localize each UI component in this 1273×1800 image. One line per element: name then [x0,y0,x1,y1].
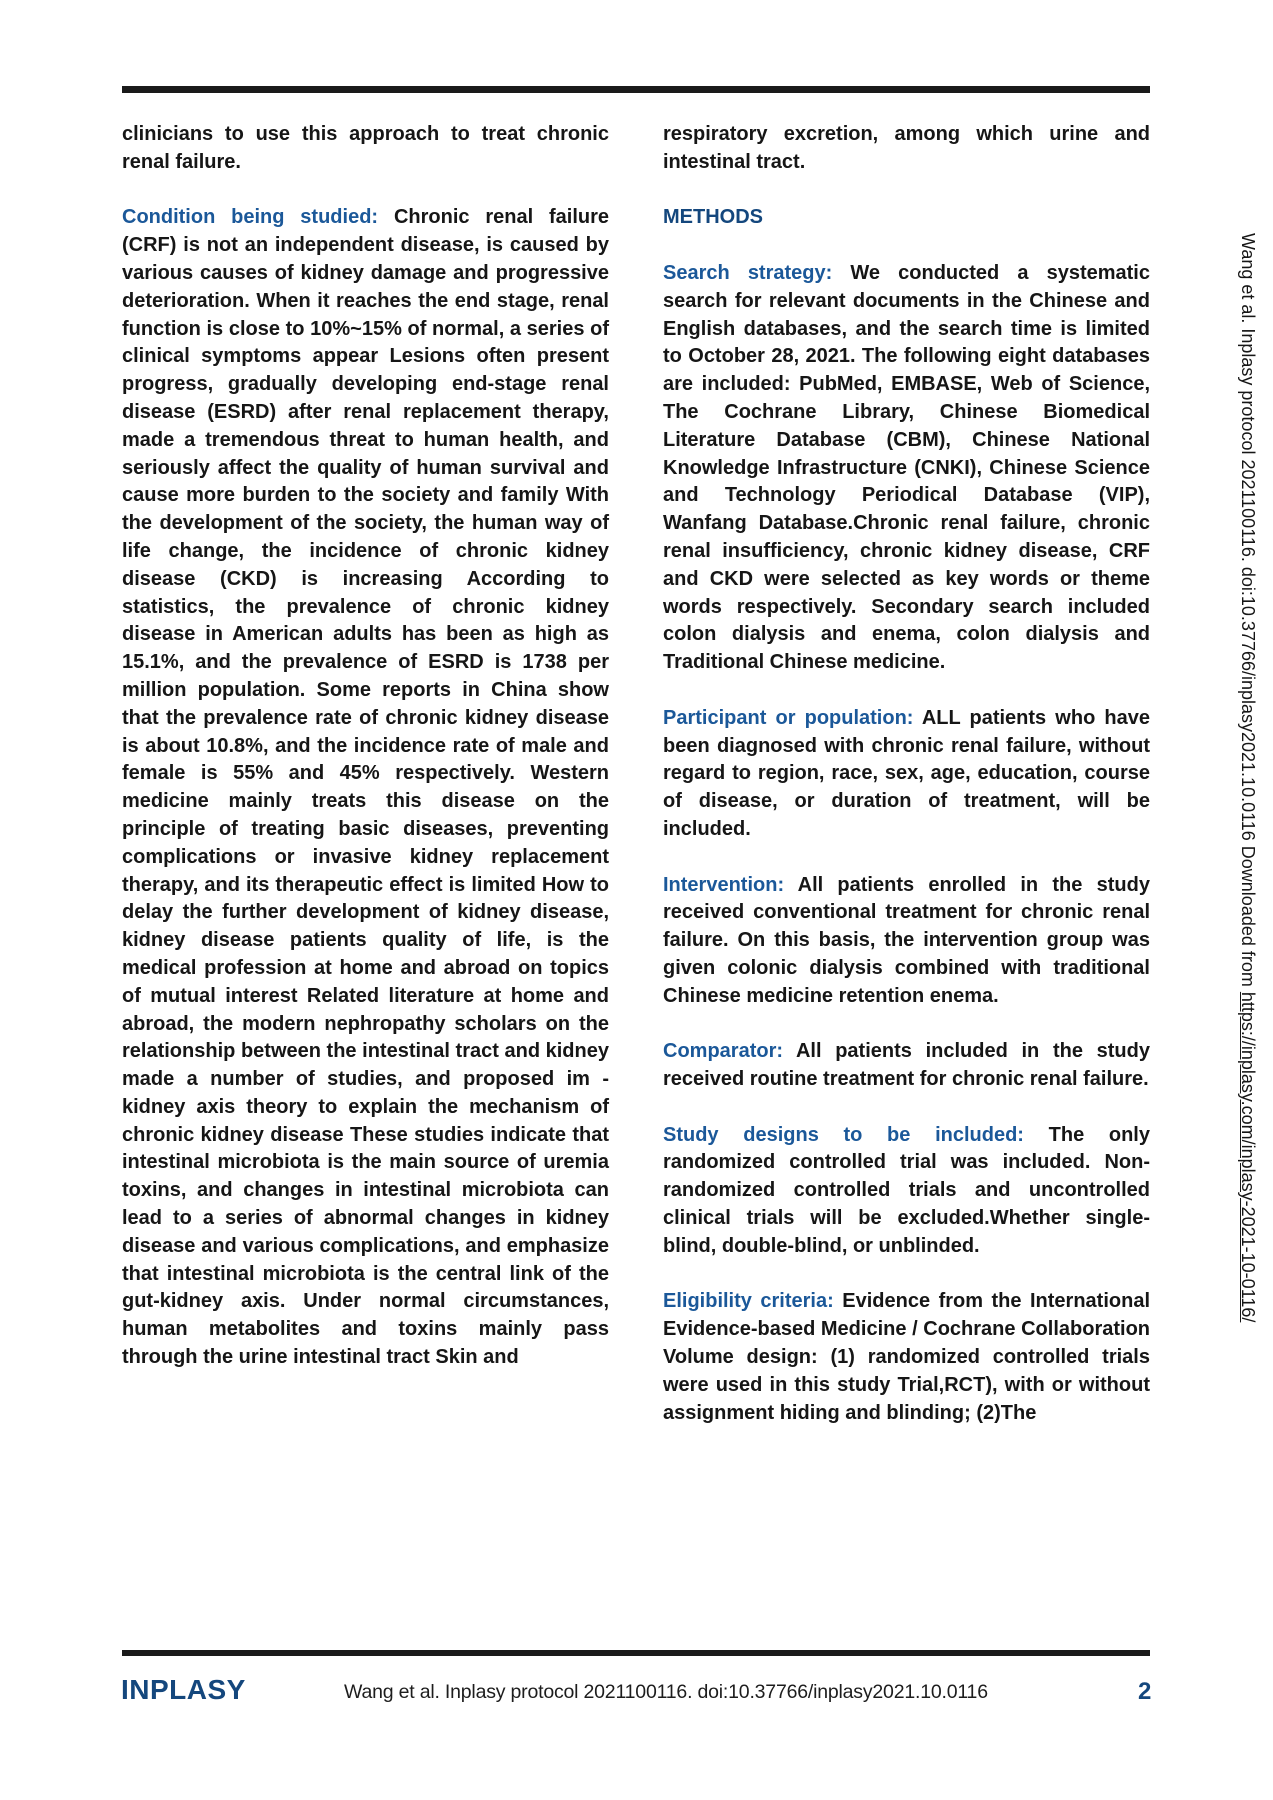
section-text-participant: ALL patients who have been diagnosed with chronic renal failure, without regard to region, race, sex, age, education, course of disease, or duration of treatment, will be included. [663,706,1150,840]
section-label-search-strategy: Search strategy: [663,261,833,284]
paragraph-intervention [663,872,1150,1011]
section-label-eligibility: Eligibility criteria: [663,1290,834,1313]
inplasy-url-link[interactable]: https://inplasy.com/inplasy-2021-10-0116/ [1238,991,1258,1323]
section-text-eligibility: Evidence from the International Evidence-based Medicine / Cochrane Collaboration Volume design: (1) randomized controlled trials were used in this study Trial,RCT), with or without assignment hiding and blinding; (2)The [663,1290,1151,1424]
paragraph-continuation: clinicians to use this approach to treat chronic renal failure. [122,123,609,173]
section-text-search-strategy: We conducted a systematic search for relevant documents in the Chinese and English databases, and the search time is limited to October 28, 2021. The following eight databases are included: PubMed, EMBASE, Web of Science, The Cochrane Library, Chinese Biomedical Literature Database (CBM), Chinese National Knowledge Infrastructure (CNKI), Chinese Science and Technology Periodical Database (VIP), Wanfang Database.Chronic renal failure, chronic renal insufficiency, chronic kidney disease, CRF and CKD were selected as key words or theme words respectively. Secondary search included colon dialysis and enema, colon dialysis and Traditional Chinese medicine. [663,261,1150,674]
inplasy-logo: INPLASY [121,1674,246,1705]
paragraph-condition-being-studied [122,204,609,1371]
section-text-comparator: All patients included in the study received routine treatment for chronic renal failure. [663,1040,1150,1091]
section-label-participant: Participant or population: [663,706,914,729]
paragraph-search-strategy [663,260,1150,677]
paragraph-continuation: respiratory excretion, among which urine and intestinal tract. [663,123,1150,173]
paragraph-participant [663,705,1150,844]
section-label-comparator: Comparator: [663,1040,784,1063]
section-label-condition: Condition being studied: [122,206,379,229]
bottom-rule [122,1650,1150,1656]
footer-citation: Wang et al. Inplasy protocol 2021100116. doi:10.37766/inplasy2021.10.0116 [344,1681,988,1703]
paragraph-eligibility [663,1288,1150,1427]
methods-heading: METHODS [663,206,763,229]
top-rule [122,86,1150,93]
section-text-intervention: All patients enrolled in the study received conventional treatment for chronic renal failure. On this basis, the intervention group was given colonic dialysis combined with traditional Chinese medicine retention enema. [663,873,1150,1007]
paragraph-comparator [663,1038,1150,1094]
two-column-body [122,121,1150,1455]
section-label-study-designs: Study designs to be included: [663,1123,1024,1146]
section-label-intervention: Intervention: [663,873,785,896]
vertical-citation-text: Wang et al. Inplasy protocol 2021100116. doi:10.37766/inplasy2021.10.0116 Downloaded from [1238,233,1258,992]
page-number: 2 [1138,1678,1152,1705]
section-text-study-designs: The only randomized controlled trial was included. Non-randomized controlled trials and uncontrolled clinical trials will be excluded.Whether single-blind, double-blind, or unblinded. [663,1123,1150,1257]
right-column [663,121,1150,1455]
paragraph-study-designs [663,1122,1150,1261]
section-text-condition: Chronic renal failure (CRF) is not an independent disease, is caused by various causes of kidney damage and progressive deterioration. When it reaches the end stage, renal function is close to 10%~15% of normal, a series of clinical symptoms appear Lesions often present progress, gradually developing end-stage renal disease (ESRD) after renal replacement therapy, made a tremendous threat to human health, and seriously affect the quality of human survival and cause more burden to the society and family With the development of the society, the human way of life change, the incidence of chronic kidney disease (CKD) is increasing According to statistics, the prevalence of chronic kidney disease in American adults has been as high as 15.1%, and the prevalence of ESRD is 1738 per million population. Some reports in China show that the prevalence rate of chronic kidney disease is about 10.8%, and the incidence rate of male and female is 55% and 45% respectively. Western medicine mainly treats this disease on the principle of treating basic diseases, preventing complications or invasive kidney replacement therapy, and its therapeutic effect is limited How to delay the further development of kidney disease, kidney disease patients quality of life, is the medical profession at home and abroad on topics of mutual interest Related literature at home and abroad, the modern nephropathy scholars on the relationship between the intestinal tract and kidney made a number of studies, and proposed im - kidney axis theory to explain the mechanism of chronic kidney disease These studies indicate that intestinal microbiota is the main source of uremia toxins, and changes in intestinal microbiota can lead to a series of abnormal changes in kidney disease and various complications, and emphasize that intestinal microbiota is the central link of the gut-kidney axis. Under normal circumstances, human metabolites and toxins mainly pass through the urine intestinal tract Skin and [122,206,609,1369]
left-column [122,121,609,1455]
vertical-citation [1237,233,1258,1322]
